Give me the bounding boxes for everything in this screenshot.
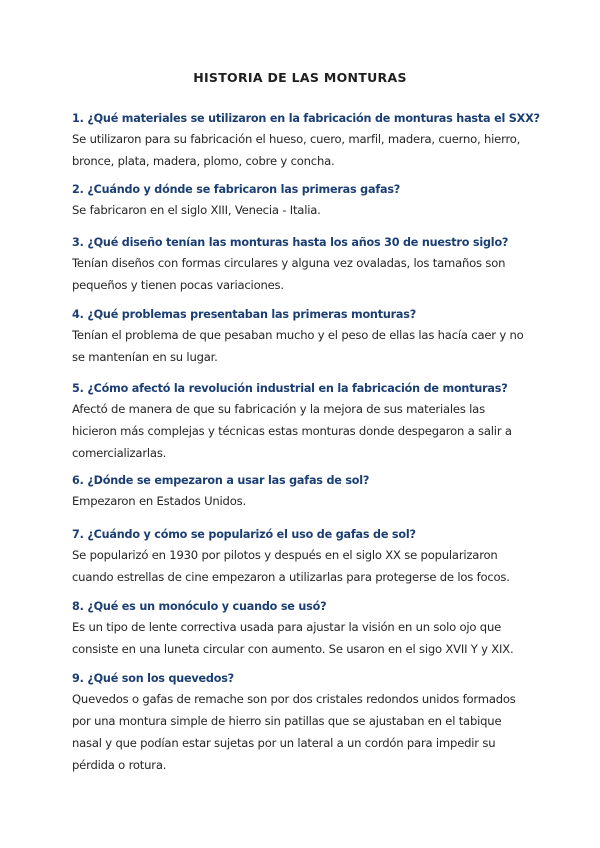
question-4: 4. ¿Qué problemas presentaban las primeras monturas? (72, 308, 417, 321)
question-7: 7. ¿Cuándo y cómo se popularizó el uso de gafas de sol? (72, 528, 416, 541)
question-6: 6. ¿Dónde se empezaron a usar las gafas de sol? (72, 474, 370, 487)
answer-3: Tenían diseños con formas circulares y alguna vez ovaladas, los tamaños son pequeños y tienen pocas variaciones. (72, 256, 506, 292)
qa-item-1 (72, 110, 540, 172)
question-8: 8. ¿Qué es un monóculo y cuando se usó? (72, 600, 327, 613)
question-9: 9. ¿Qué son los quevedos? (72, 672, 234, 685)
question-5: 5. ¿Cómo afectó la revolución industrial en la fabricación de monturas? (72, 382, 508, 395)
qa-item-9 (72, 670, 532, 776)
answer-4: Tenían el problema de que pesaban mucho y el peso de ellas las hacía caer y no se mantenían en su lugar. (72, 328, 524, 364)
qa-item-6 (72, 472, 532, 512)
question-1: 1. ¿Qué materiales se utilizaron en la fabricación de monturas hasta el SXX? (72, 112, 540, 125)
answer-7: Se popularizó en 1930 por pilotos y después en el siglo XX se popularizaron cuando estrellas de cine empezaron a utilizarlas para protegerse de los focos. (72, 548, 510, 584)
qa-item-2 (72, 181, 532, 221)
page-title: HISTORIA DE LAS MONTURAS (193, 70, 407, 85)
question-2: 2. ¿Cuándo y dónde se fabricaron las primeras gafas? (72, 183, 401, 196)
qa-item-7 (72, 526, 532, 588)
answer-2: Se fabricaron en el siglo XIII, Venecia - Italia. (72, 203, 321, 217)
question-3: 3. ¿Qué diseño tenían las monturas hasta los años 30 de nuestro siglo? (72, 236, 509, 249)
qa-item-8 (72, 598, 532, 660)
answer-6: Empezaron en Estados Unidos. (72, 494, 246, 508)
answer-8: Es un tipo de lente correctiva usada para ajustar la visión en un solo ojo que consiste en una luneta circular con aumento. Se usaron en el sigo XVII Y y XIX. (72, 620, 514, 656)
answer-1: Se utilizaron para su fabricación el hueso, cuero, marfil, madera, cuerno, hierro, bronce, plata, madera, plomo, cobre y concha. (72, 132, 521, 168)
answer-5: Afectó de manera de que su fabricación y la mejora de sus materiales las hicieron más complejas y técnicas estas monturas donde despegaron a salir a comercializarlas. (72, 402, 512, 460)
qa-item-4 (72, 306, 532, 368)
qa-item-5 (72, 380, 532, 464)
qa-item-3 (72, 234, 532, 296)
answer-9: Quevedos o gafas de remache son por dos cristales redondos unidos formados por una montura simple de hierro sin patillas que se ajustaban en el tabique nasal y que podían estar sujetas por un lateral a un cordón para impedir su pérdida o rotura. (72, 692, 516, 772)
